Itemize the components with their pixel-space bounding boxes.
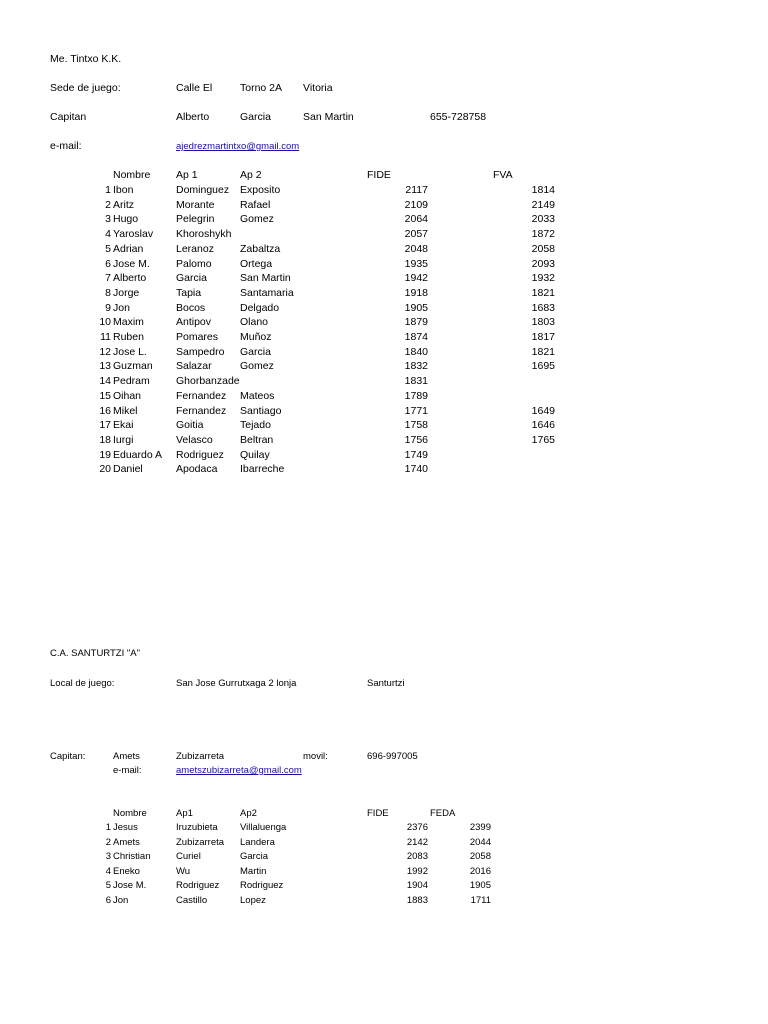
- team1-phone: 655-728758: [430, 111, 487, 123]
- cell-fide: 1756: [404, 433, 428, 446]
- cell-ap1: Ghorbanzade: [176, 375, 240, 388]
- cell-fide: 1879: [404, 316, 428, 329]
- cell-fva: 2149: [531, 198, 555, 211]
- cell-name: Oihan: [113, 389, 142, 402]
- cell-fide: 1831: [404, 375, 428, 388]
- cell-fide: 2048: [404, 242, 428, 255]
- cell-ap1: Pelegrin: [176, 213, 215, 226]
- cell-name: Jorge: [113, 286, 140, 299]
- cell-ap1: Zubizarreta: [176, 836, 225, 848]
- team2-header-ap1: Ap1: [176, 808, 193, 819]
- team1-header-ap1: Ap 1: [176, 169, 198, 181]
- cell-number: 4: [105, 865, 111, 877]
- cell-name: Aritz: [113, 198, 134, 211]
- cell-fide: 1905: [404, 301, 428, 314]
- cell-ap2: San Martin: [240, 272, 291, 285]
- cell-fva: 1821: [531, 345, 555, 358]
- cell-feda: 2399: [469, 822, 491, 833]
- cell-fide: 1883: [406, 895, 428, 906]
- cell-fva: 1765: [531, 433, 555, 446]
- cell-name: Jose M.: [113, 257, 150, 270]
- team1-captain-first: Alberto: [176, 111, 210, 123]
- cell-name: Ruben: [113, 331, 144, 343]
- cell-ap2: Gomez: [240, 360, 274, 373]
- cell-number: 18: [99, 433, 111, 446]
- cell-fide: 2376: [406, 822, 428, 833]
- cell-ap1: Salazar: [176, 360, 212, 373]
- team2-venue-label: Local de juego:: [50, 678, 115, 689]
- cell-fva: 1872: [531, 228, 555, 241]
- cell-fide: 1935: [404, 257, 428, 270]
- cell-ap1: Morante: [176, 198, 215, 211]
- cell-number: 2: [105, 198, 111, 211]
- team1-venue-street: Calle El: [176, 82, 213, 94]
- cell-number: 19: [99, 448, 111, 461]
- cell-ap1: Sampedro: [176, 345, 225, 358]
- cell-ap1: Apodaca: [176, 463, 218, 476]
- cell-number: 3: [105, 851, 111, 863]
- cell-name: Iurgi: [113, 433, 134, 446]
- team1-venue-number: Torno 2A: [240, 82, 283, 94]
- team2-header-name: Nombre: [113, 808, 147, 819]
- cell-feda: 1711: [470, 895, 491, 906]
- cell-fva: 2058: [531, 242, 555, 255]
- cell-name: Ekai: [113, 419, 134, 432]
- cell-ap1: Pomares: [176, 331, 219, 343]
- team2-header-feda: FEDA: [430, 808, 456, 819]
- cell-ap1: Fernandez: [176, 404, 227, 417]
- cell-fva: 1649: [531, 404, 555, 417]
- cell-ap1: Garcia: [176, 272, 207, 285]
- cell-ap1: Palomo: [176, 257, 212, 270]
- cell-ap2: Mateos: [240, 389, 275, 402]
- cell-number: 13: [99, 360, 111, 373]
- cell-ap1: Antipov: [176, 316, 212, 329]
- cell-fide: 1942: [404, 272, 428, 285]
- cell-fide: 1992: [406, 865, 428, 877]
- cell-ap2: Santamaria: [240, 286, 294, 299]
- cell-fva: 2033: [531, 213, 555, 226]
- cell-fide: 2083: [406, 851, 428, 863]
- cell-ap1: Wu: [176, 865, 191, 877]
- cell-number: 10: [99, 316, 111, 329]
- cell-ap1: Leranoz: [176, 242, 214, 255]
- cell-ap1: Rodriguez: [176, 448, 224, 461]
- cell-number: 6: [105, 257, 111, 270]
- cell-fide: 1758: [404, 419, 428, 432]
- cell-name: Christian: [113, 851, 151, 863]
- team1-captain-label: Capitan: [50, 111, 87, 123]
- cell-fide: 1832: [404, 360, 428, 373]
- cell-name: Amets: [113, 836, 140, 848]
- team1-captain-last2: San Martin: [303, 111, 354, 123]
- team2-name: C.A. SANTURTZI "A": [50, 648, 140, 659]
- cell-name: Pedram: [113, 375, 150, 388]
- team2-captain-label: Capitan:: [50, 751, 86, 762]
- cell-ap1: Velasco: [176, 433, 213, 446]
- team2-email-label: e-mail:: [113, 765, 142, 776]
- cell-name: Adrian: [113, 242, 144, 255]
- cell-ap1: Iruzubieta: [176, 822, 218, 833]
- cell-ap2: Ibarreche: [240, 463, 285, 476]
- cell-fide: 2117: [405, 184, 428, 196]
- cell-name: Daniel: [113, 463, 143, 476]
- team1-venue-city: Vitoria: [303, 82, 333, 94]
- cell-ap1: Dominguez: [176, 184, 230, 196]
- cell-number: 14: [99, 375, 111, 388]
- cell-ap2: Zabaltza: [240, 242, 281, 255]
- cell-ap2: Santiago: [240, 404, 282, 417]
- cell-name: Jesus: [113, 822, 138, 833]
- cell-fide: 1874: [404, 331, 428, 343]
- cell-fide: 1749: [404, 448, 428, 461]
- team1-header-name: Nombre: [113, 169, 151, 181]
- team1-captain-last1: Garcia: [240, 111, 271, 123]
- cell-ap2: Beltran: [240, 433, 274, 446]
- cell-number: 17: [99, 419, 111, 432]
- cell-ap1: Fernandez: [176, 389, 227, 402]
- cell-ap2: Exposito: [240, 184, 281, 196]
- cell-name: Guzman: [113, 360, 153, 373]
- team2-header-fide: FIDE: [367, 808, 389, 819]
- cell-name: Hugo: [113, 213, 139, 226]
- cell-number: 7: [105, 272, 111, 285]
- cell-ap2: Muñoz: [240, 331, 272, 343]
- cell-fva: 1695: [531, 360, 555, 373]
- cell-ap2: Villaluenga: [240, 822, 287, 833]
- cell-name: Ibon: [113, 184, 134, 196]
- cell-ap2: Rodriguez: [240, 880, 284, 892]
- cell-fide: 2142: [406, 836, 428, 848]
- team2-captain-first: Amets: [113, 751, 140, 762]
- cell-number: 5: [105, 880, 111, 892]
- cell-ap1: Tapia: [176, 286, 202, 299]
- cell-number: 2: [105, 836, 111, 848]
- cell-number: 9: [105, 301, 111, 314]
- cell-fide: 2109: [404, 198, 428, 211]
- cell-ap2: Martin: [240, 865, 267, 877]
- cell-feda: 2058: [469, 851, 491, 863]
- team1-header-ap2: Ap 2: [240, 169, 262, 181]
- cell-feda: 2044: [469, 836, 491, 848]
- team2-captain-last: Zubizarreta: [176, 751, 225, 762]
- team2-venue-address: San Jose Gurrutxaga 2 lonja: [176, 678, 297, 689]
- cell-name: Jose L.: [113, 345, 147, 358]
- cell-name: Alberto: [113, 272, 147, 285]
- cell-ap2: Tejado: [240, 419, 271, 432]
- cell-name: Jon: [113, 301, 130, 314]
- cell-number: 12: [99, 345, 111, 358]
- cell-ap2: Ortega: [240, 257, 273, 270]
- cell-fide: 2057: [404, 228, 428, 241]
- cell-fide: 1918: [404, 286, 428, 299]
- team1-header-fide: FIDE: [367, 169, 391, 181]
- cell-fide: 1904: [406, 880, 428, 892]
- cell-fide: 1740: [404, 463, 428, 476]
- team1-name: Me. Tintxo K.K.: [50, 53, 122, 65]
- cell-number: 5: [105, 242, 111, 255]
- cell-name: Mikel: [113, 404, 138, 417]
- cell-name: Yaroslav: [113, 228, 154, 241]
- cell-number: 4: [105, 228, 111, 241]
- team2-header-ap2: Ap2: [240, 808, 257, 819]
- cell-ap2: Garcia: [240, 345, 271, 358]
- cell-name: Jose M.: [113, 880, 147, 892]
- cell-ap2: Olano: [240, 316, 269, 329]
- cell-fva: 2093: [531, 257, 555, 270]
- cell-feda: 2016: [469, 865, 491, 877]
- cell-ap2: Landera: [240, 836, 275, 848]
- team2-mobile-label: movil:: [303, 751, 328, 762]
- cell-fva: 1814: [531, 184, 555, 196]
- cell-ap2: Delgado: [240, 301, 280, 314]
- cell-fva: 1683: [531, 301, 555, 314]
- cell-ap2: Lopez: [240, 895, 266, 906]
- cell-ap1: Goitia: [176, 419, 204, 432]
- cell-number: 15: [99, 389, 111, 402]
- cell-number: 1: [105, 822, 111, 833]
- cell-ap1: Bocos: [176, 301, 206, 314]
- cell-number: 1: [105, 184, 111, 196]
- cell-ap2: Rafael: [240, 198, 271, 211]
- cell-number: 6: [105, 895, 111, 906]
- cell-number: 16: [99, 404, 111, 417]
- cell-ap2: Gomez: [240, 213, 274, 226]
- cell-feda: 1905: [469, 880, 491, 892]
- cell-name: Eneko: [113, 865, 140, 877]
- cell-ap2: Quilay: [240, 448, 270, 461]
- cell-fide: 1771: [404, 404, 428, 417]
- cell-fide: 1840: [404, 345, 428, 358]
- cell-fide: 2064: [404, 213, 428, 226]
- cell-number: 8: [105, 286, 111, 299]
- cell-ap2: Garcia: [240, 851, 268, 863]
- cell-fva: 1646: [531, 419, 555, 432]
- cell-ap1: Curiel: [176, 851, 201, 863]
- cell-name: Jon: [113, 895, 129, 906]
- cell-ap1: Castillo: [176, 895, 208, 906]
- cell-ap1: Khoroshykh: [176, 228, 232, 241]
- team1-email-label: e-mail:: [50, 140, 82, 152]
- cell-number: 20: [99, 463, 111, 476]
- cell-name: Maxim: [113, 316, 144, 329]
- cell-fva: 1803: [531, 316, 555, 329]
- cell-name: Eduardo A: [113, 448, 163, 461]
- cell-fva: 1821: [531, 286, 555, 299]
- cell-fva: 1932: [531, 272, 555, 285]
- team2-venue-city: Santurtzi: [367, 678, 405, 689]
- cell-number: 3: [105, 213, 111, 226]
- team1-venue-label: Sede de juego:: [50, 82, 121, 94]
- team1-email-link[interactable]: ajedrezmartintxo@gmail.com: [176, 141, 300, 152]
- cell-fva: 1817: [531, 331, 555, 343]
- cell-fide: 1789: [404, 389, 428, 402]
- cell-ap1: Rodriguez: [176, 880, 220, 892]
- team2-mobile: 696-997005: [367, 751, 418, 762]
- team1-header-fva: FVA: [493, 169, 513, 181]
- team2-email-link[interactable]: ametszubizarreta@gmail.com: [176, 765, 302, 776]
- cell-number: 11: [100, 331, 111, 343]
